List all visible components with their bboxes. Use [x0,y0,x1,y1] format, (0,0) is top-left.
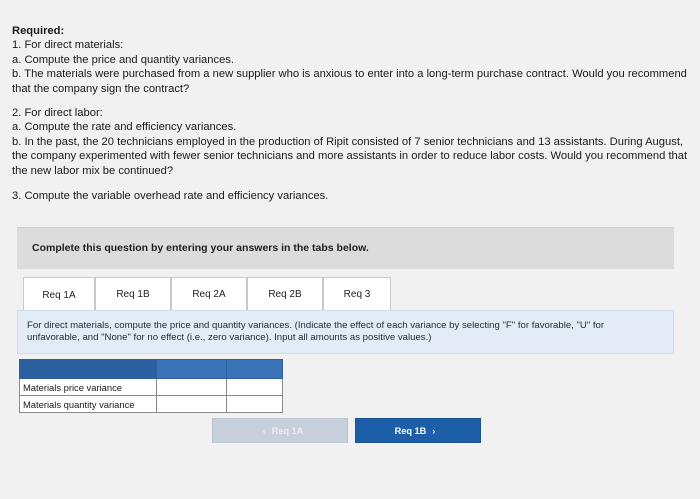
required-heading: Required: [12,25,65,37]
price-variance-amount-input[interactable] [157,379,226,395]
part2-b: b. In the past, the 20 technicians employed in the production of Ripit consisted of 7 senior technicians and 13 assistants. During August, the company experimented with fewer senior technicians and more assistants in order to reduce labor costs. Would you recommend that the new labor mix be continued? [12,135,688,177]
part1-b: b. The materials were purchased from a new supplier who is anxious to enter into a long-term purchase contract. Would you recommend that the company sign the contract? [12,68,687,95]
part3: 3. Compute the variable overhead rate and efficiency variances. [12,190,329,203]
tab-bar [17,276,674,312]
tab-req-1b[interactable]: Req 1B [95,277,171,311]
row-label: Materials price variance [20,379,157,396]
header-cell-effect [227,360,283,379]
part1-a: a. Compute the price and quantity variances. [12,53,235,66]
prev-button[interactable] [212,418,348,443]
price-variance-effect-input[interactable] [227,379,282,395]
quantity-variance-amount-input[interactable] [157,396,226,412]
tab-req-2b[interactable]: Req 2B [247,277,323,311]
tab-req-2a[interactable]: Req 2A [171,277,247,311]
answer-table-header [20,360,283,379]
header-cell-label [20,360,157,379]
answer-table [19,359,283,413]
next-button-label: Req 1B [394,425,427,436]
amount-input-cell[interactable] [157,379,227,396]
question-text [12,24,692,203]
header-cell-amount [157,360,227,379]
prev-button-label: Req 1A [271,425,304,436]
instruction-panel [17,310,674,354]
table-row [20,396,283,413]
tab-req-1a[interactable]: Req 1A [23,277,95,312]
instructions-bar [17,227,674,269]
part2-a: a. Compute the rate and efficiency variances. [12,121,237,134]
panel-text: For direct materials, compute the price and quantity variances. (Indicate the effect of each variance by selecting "F" for favorable, "U" for unfavorable, and "None" for no effect (i.e., zero variance). Input all amounts as positive values.) [27,320,605,344]
row-label: Materials quantity variance [20,396,157,413]
effect-select-cell[interactable] [227,379,283,396]
chevron-right-icon: › [432,425,436,436]
quantity-variance-effect-input[interactable] [227,396,282,412]
amount-input-cell[interactable] [157,396,227,413]
effect-select-cell[interactable] [227,396,283,413]
part1-title: 1. For direct materials: [12,39,124,52]
instructions-text: Complete this question by entering your answers in the tabs below. [32,242,369,254]
part2-title: 2. For direct labor: [12,107,103,120]
chevron-left-icon: ‹ [262,425,266,436]
next-button[interactable] [355,418,481,443]
tab-req-3[interactable]: Req 3 [323,277,391,311]
table-row [20,379,283,396]
